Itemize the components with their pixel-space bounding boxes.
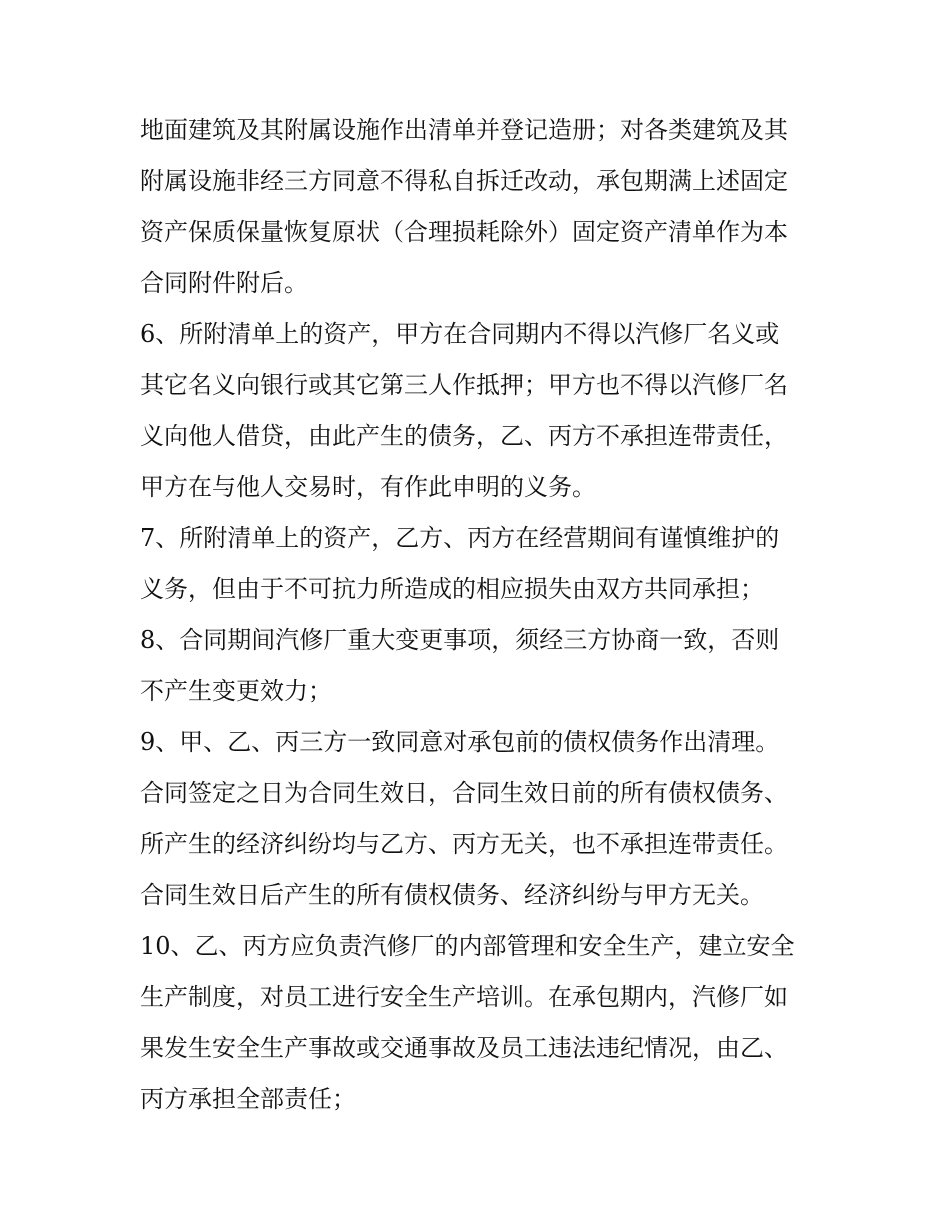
text-line: 附属设施非经三方同意不得私自拆迁改动，承包期满上述固定 — [140, 167, 788, 195]
text-line: 果发生安全生产事故或交通事故及员工违法违纪情况，由乙、 — [140, 1034, 788, 1062]
text-line: 合同生效日后产生的所有债权债务、经济纠纷与甲方无关。 — [140, 881, 764, 909]
clause-8-line: 8、合同期间汽修厂重大变更事项，须经三方协商一致，否则 — [140, 626, 780, 654]
text-line: 甲方在与他人交易时，有作此申明的义务。 — [140, 473, 596, 501]
clause-9-line: 9、甲、乙、丙三方一致同意对承包前的债权债务作出清理。 — [140, 728, 780, 756]
text-line: 资产保质保量恢复原状（合理损耗除外）固定资产清单作为本 — [140, 218, 788, 246]
text-line: 生产制度，对员工进行安全生产培训。在承包期内，汽修厂如 — [140, 983, 788, 1011]
text-line: 其它名义向银行或其它第三人作抵押；甲方也不得以汽修厂名 — [140, 371, 788, 399]
clause-6-line: 6、所附清单上的资产，甲方在合同期内不得以汽修厂名义或 — [140, 320, 780, 348]
text-line: 合同附件附后。 — [140, 269, 308, 297]
text-line: 丙方承担全部责任； — [140, 1085, 356, 1113]
text-line: 义向他人借贷，由此产生的债务，乙、丙方不承担连带责任， — [140, 422, 788, 450]
text-line: 合同签定之日为合同生效日，合同生效日前的所有债权债务、 — [140, 779, 788, 807]
clause-10-line: 10、乙、丙方应负责汽修厂的内部管理和安全生产，建立安全 — [140, 932, 795, 960]
text-line: 地面建筑及其附属设施作出清单并登记造册；对各类建筑及其 — [140, 116, 788, 144]
contract-text — [140, 105, 820, 1125]
clause-7-line: 7、所附清单上的资产，乙方、丙方在经营期间有谨慎维护的 — [140, 524, 780, 552]
text-line: 所产生的经济纠纷均与乙方、丙方无关，也不承担连带责任。 — [140, 830, 788, 858]
text-line: 不产生变更效力； — [140, 677, 332, 705]
text-line: 义务，但由于不可抗力所造成的相应损失由双方共同承担； — [140, 575, 764, 603]
